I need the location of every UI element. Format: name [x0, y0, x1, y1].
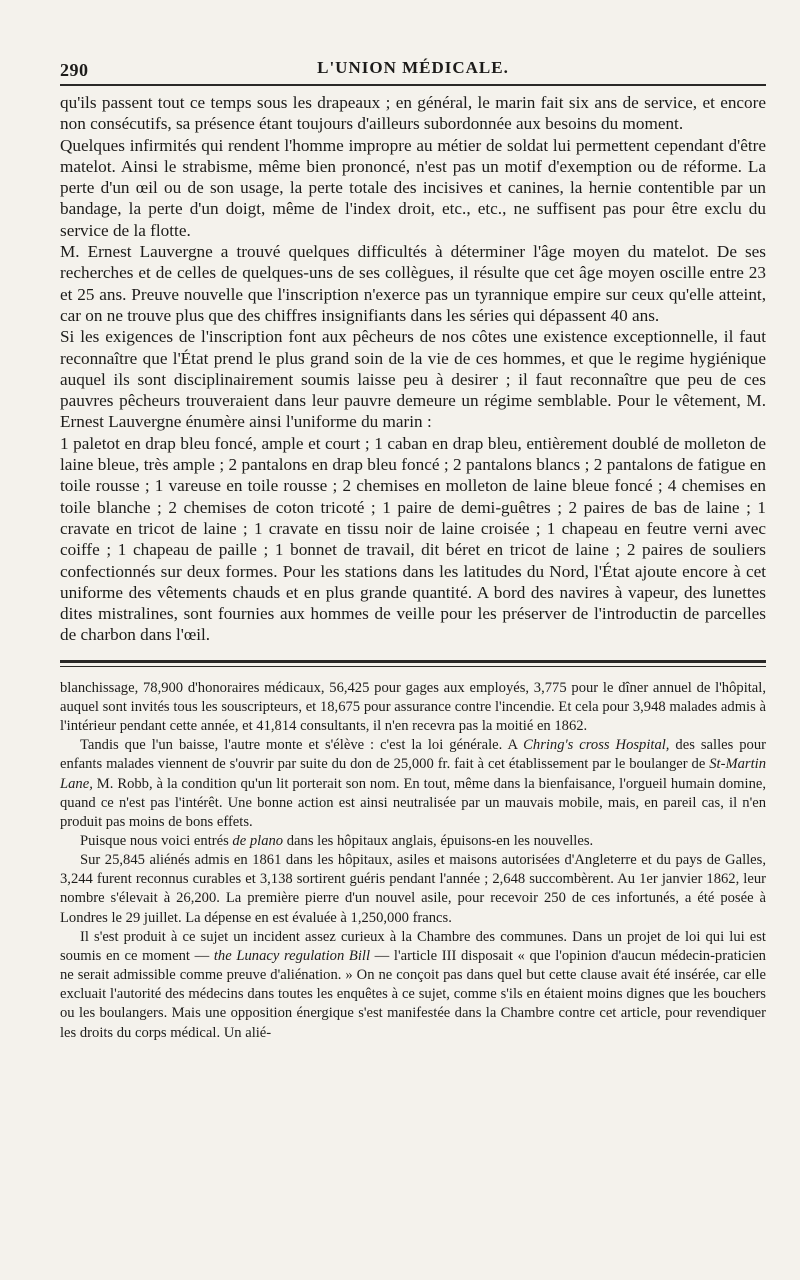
paragraph: [60, 832, 766, 851]
text-run: M. Robb, à la condition qu'un lit porterait son nom. En tout, même dans la bienfaisance, l'orgueil humain domine, quand ce n'est pas l'intérêt. Une bonne action est ainsi neutralisée par un mauvais mobile, mais, en pareil cas, il n'en produit pas moins de bons effets.: [60, 775, 766, 830]
page-number: 290: [60, 60, 89, 80]
text-run: Il s'est produit à ce sujet un incident assez curieux à la Chambre des communes. Dans un projet de loi qui lui est soumis en ce moment —: [60, 928, 766, 964]
text-run: dans les hôpitaux anglais, épuisons-en les nouvelles.: [283, 832, 594, 849]
main-article: [60, 92, 766, 646]
italic-text: de plano: [232, 832, 284, 849]
italic-text: St-Martin Lane,: [60, 756, 766, 792]
paragraph: Si les exigences de l'inscription font aux pêcheurs de nos côtes une existence exceptionnelle, il faut reconnaître que l'État prend le plus grand soin de la vie de ces hommes, et que le regime hygiénique auquel ils sont disciplinairement soumis laisse peu à desirer ; il faut reconnaître que peu de ces pauvres pêcheurs trouveraient dans leur pauvre demeure un régime semblable. Pour le vêtement, M. Ernest Lauvergne énumère ainsi l'uniforme du marin :: [60, 327, 766, 432]
paragraph: [60, 736, 766, 832]
page-header: [60, 52, 766, 86]
text-run: des salles pour enfants malades viennent de s'ouvrir par suite du don de 25,000 fr. fait à cet établissement par le boulanger de: [60, 737, 766, 773]
italic-text: the Lunacy regulation Bill: [213, 947, 370, 964]
paragraph: M. Ernest Lauvergne a trouvé quelques difficultés à déterminer l'âge moyen du matelot. De ses recherches et de celles de quelques-uns de ses collègues, il résulte que cet âge moyen oscille entre 23 et 25 ans. Preuve nouvelle que l'inscription n'exerce pas un tyrannique empire sur ceux qu'elle atteint, car on ne trouve plus que des chiffres insignifiants dans les séries qui dépassent 40 ans.: [60, 242, 766, 325]
paragraph: 1 paletot en drap bleu foncé, ample et court ; 1 caban en drap bleu, entièrement doublé de molleton de laine bleue, très ample ; 2 pantalons en drap bleu foncé ; 2 pantalons blancs ; 2 pantalons de fatigue en toile rousse ; 1 vareuse en toile rousse ; 2 chemises en molleton de laine bleue foncé ; 4 chemises en toile blanche ; 2 chemises de coton tricoté ; 1 paire de demi-guêtres ; 2 paires de bas de laine ; 1 cravate en tricot de laine ; 1 cravate en tissu noir de laine croisée ; 1 chapeau en feutre verni avec coiffe ; 1 chapeau de paille ; 1 bonnet de travail, dit béret en tricot de laine ; 2 paires de souliers confectionnés sur deux formes. Pour les stations dans les latitudes du Nord, l'État ajoute encore à cet uniforme des vêtements chauds et en plus grande quantité. A bord des navires à vapeur, des lunettes dites mistralines, sont fournies aux hommes de veille pour les préserver de l'introductin de parcelles de charbon dans l'œil.: [60, 433, 766, 645]
text-run: Tandis que l'un baisse, l'autre monte et s'élève : c'est la loi générale. A: [80, 737, 524, 754]
paragraph: qu'ils passent tout ce temps sous les drapeaux ; en général, le marin fait six ans de service, et encore non consécutifs, sa présence étant toujours d'ailleurs subordonnée aux besoins du moment.: [60, 93, 766, 134]
text-run: — l'article III disposait « que l'opinion d'aucun médecin-praticien ne serait admissible comme preuve d'aliénation. » On ne conçoit pas dans quel but cette clause avait été insérée, car elle excluait l'autorité des médecins dans toutes les enquêtes à ce sujet, comme s'ils en étaient moins dignes que les bouchers ou les boulangers. Mais une opposition énergique s'est manifestée dans la Chambre contre cet article, pour revendiquer les droits du corps médical. Un alié-: [60, 947, 766, 1041]
running-title: L'UNION MÉDICALE.: [317, 58, 509, 77]
paragraph: Quelques infirmités qui rendent l'homme impropre au métier de soldat lui permettent cependant d'être matelot. Ainsi le strabisme, même bien prononcé, n'est pas un motif d'exemption ou de réforme. La perte d'un œil ou de son usage, la perte totale des incisives et canines, la hernie contentible par un bandage, la perte d'un doigt, même de l'index droit, etc., etc., ne suffisent pas pour être exclu du service de la flotte.: [60, 135, 766, 240]
paragraph: [60, 928, 766, 1043]
italic-text: Chring's cross Hospital,: [523, 737, 670, 754]
text-run: Puisque nous voici entrés: [80, 832, 233, 849]
section-divider: [60, 660, 766, 667]
feuilleton-column: [60, 679, 766, 1043]
paragraph: blanchissage, 78,900 d'honoraires médicaux, 56,425 pour gages aux employés, 3,775 pour le dîner annuel de l'hôpital, auquel sont invités tous les souscripteurs, et 18,675 pour assurance contre l'incendie. Et cela pour 3,948 malades admis à l'intérieur pendant cette année, et 41,814 consultants, il n'en recevra pas la moitié en 1862.: [60, 679, 766, 735]
paragraph: Sur 25,845 aliénés admis en 1861 dans les hôpitaux, asiles et maisons autorisées d'Angleterre et du pays de Galles, 3,244 furent reconnus curables et 3,138 sortirent guéris pendant l'année ; 2,648 succombèrent. Au 1er janvier 1862, leur nombre s'élevait à 26,200. La première pierre d'un nouvel asile, pour recevoir 250 de ces infortunés, a été posée à Londres le 29 juillet. La dépense en est évaluée à 1,250,000 francs.: [60, 852, 766, 926]
